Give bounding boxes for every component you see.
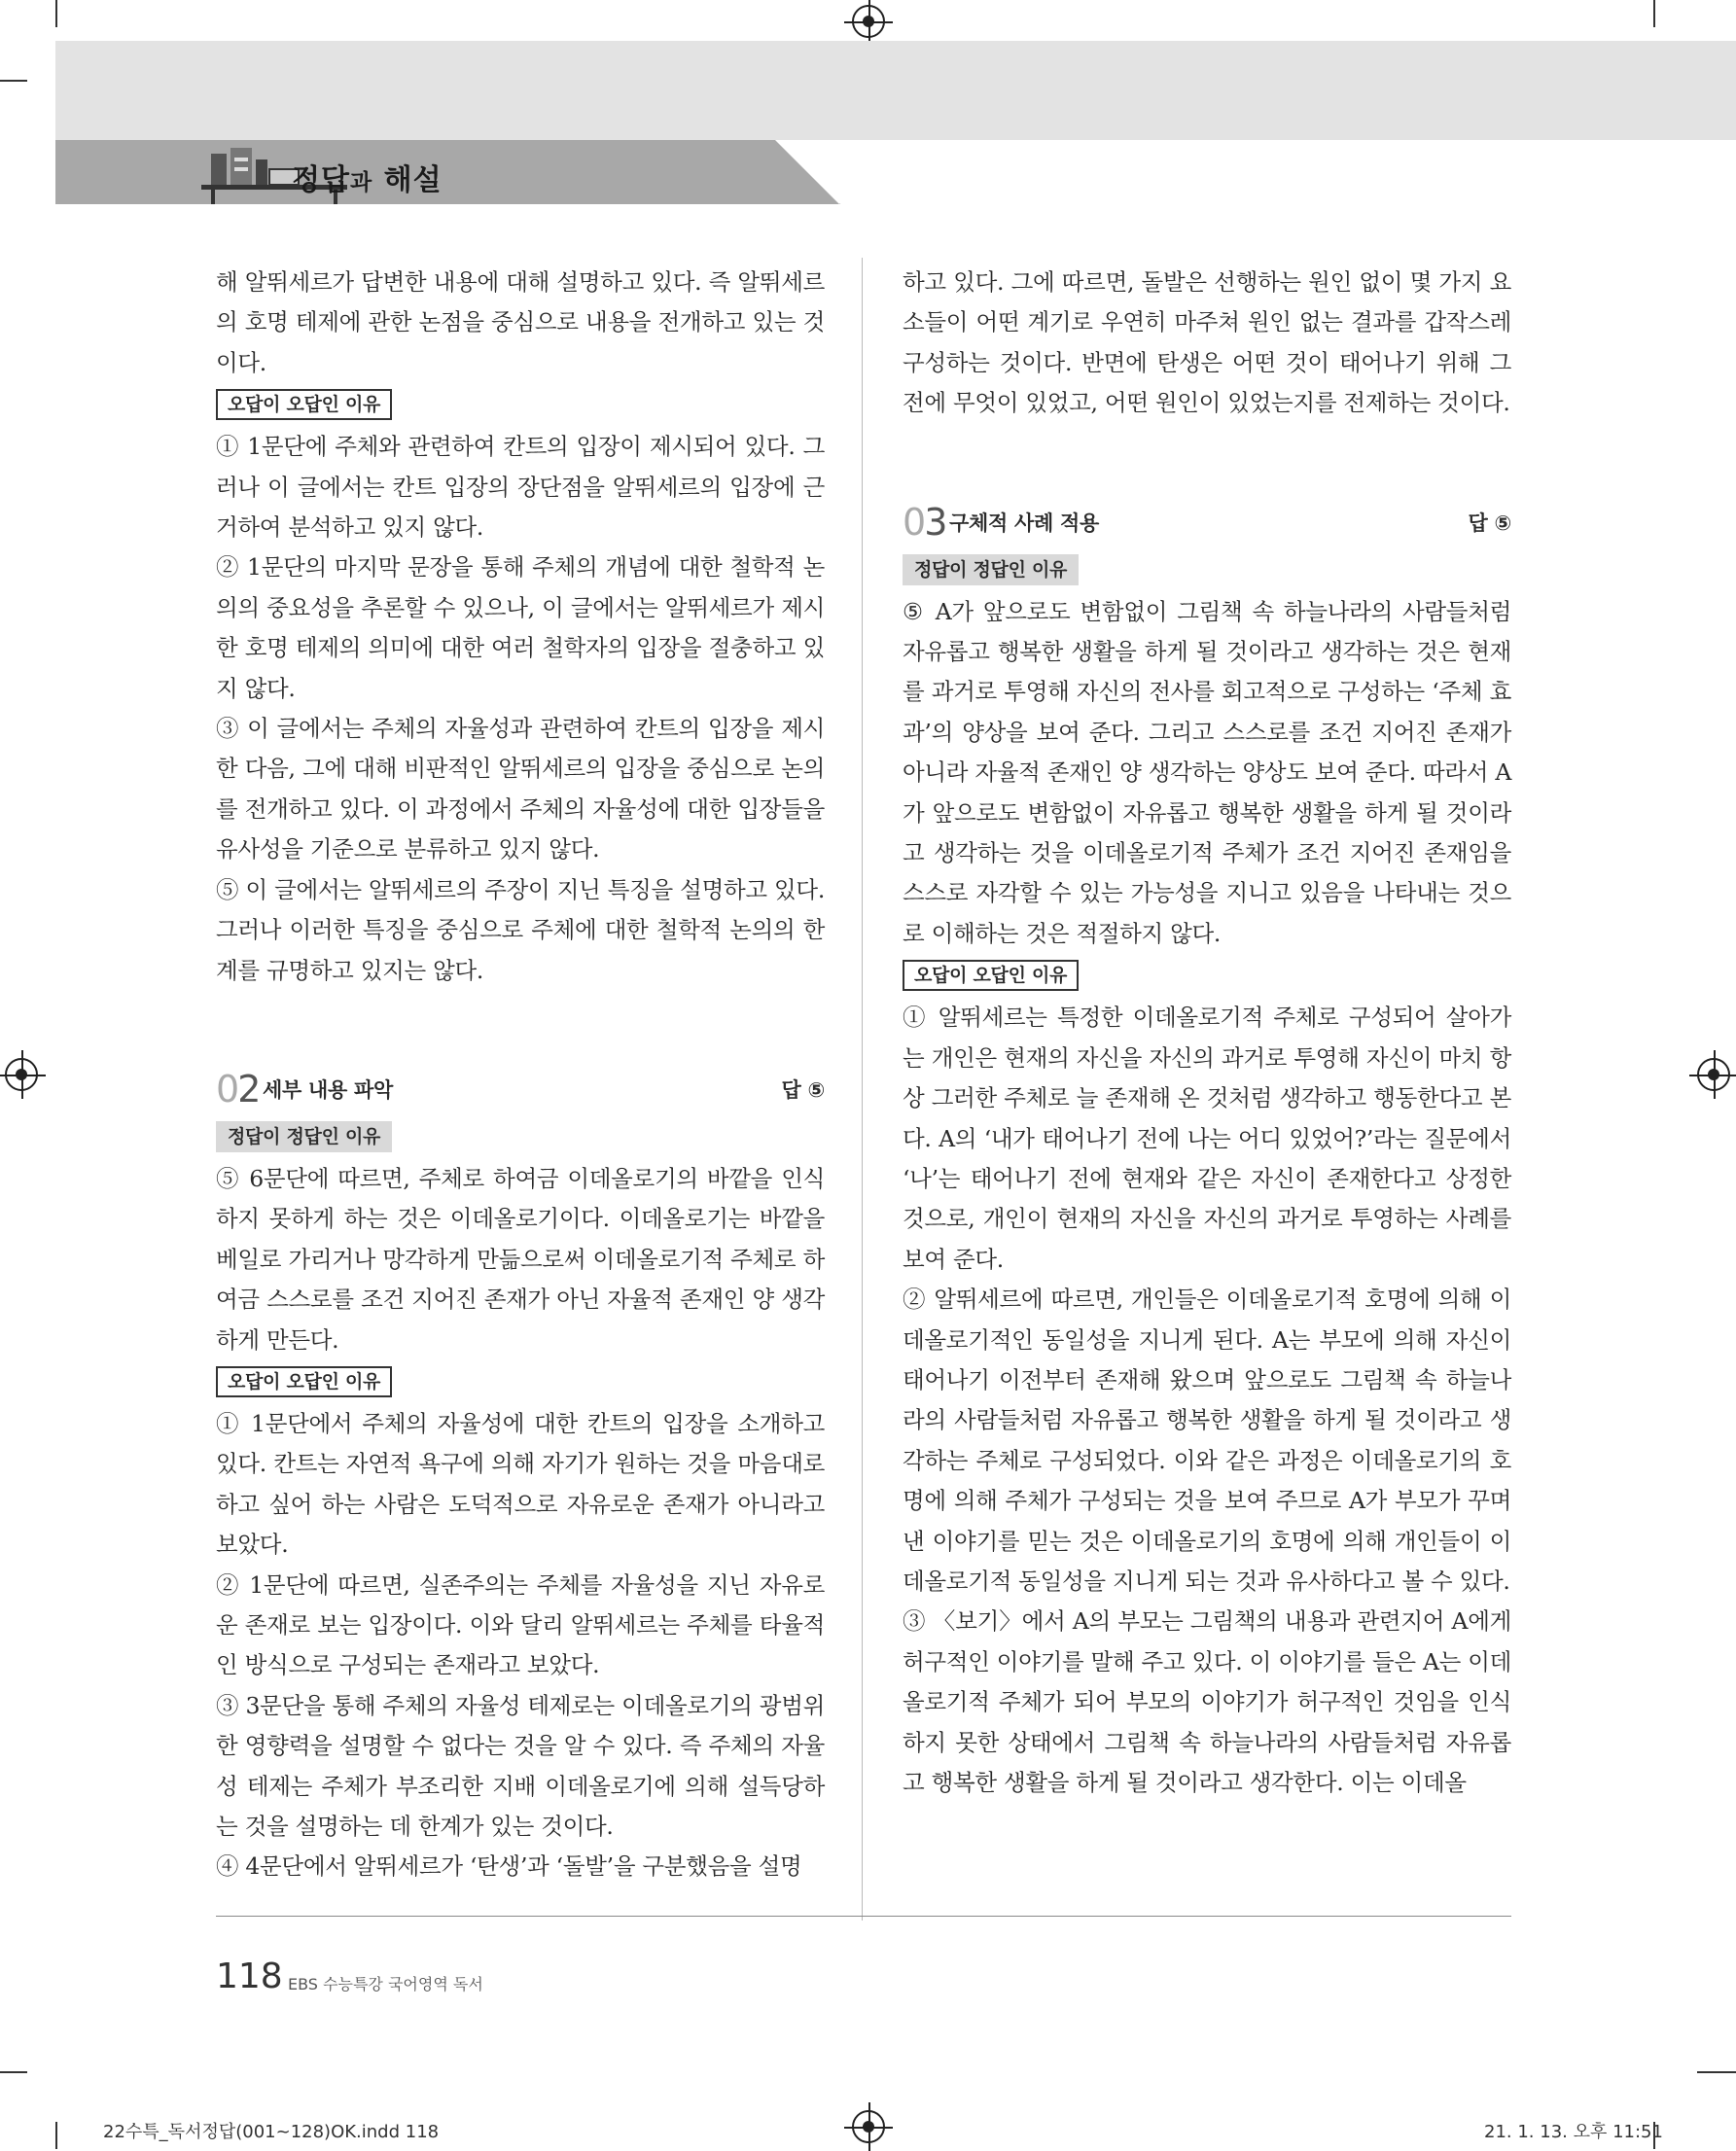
wrong-answer-tag: 오답이 오답인 이유 (903, 960, 1079, 991)
explanation-item: ① 1문단에 주체와 관련하여 칸트의 입장이 제시되어 있다. 그러나 이 글에서는 칸트 입장의 장단점을 알뛰세르의 입장에 근거하여 분석하고 있지 않다. (216, 433, 825, 542)
explanation-item: ⑤ 6문단에 따르면, 주체로 하여금 이데올로기의 바깥을 인식하지 못하게 하는 것은 이데올로기이다. 이데올로기는 바깥을 베일로 가리거나 망각하게 만듦으로써 이데올로기적 주체로 하여금 스스로를 조건 지어진 존재가 아닌 자율적 존재인 양 생각하게 만든다. (216, 1164, 825, 1354)
crop-mark (55, 2122, 57, 2149)
explanation-item: ② 알뛰세르에 따르면, 개인들은 이데올로기적 호명에 의해 이데올로기적인 동일성을 지니게 된다. A는 부모에 의해 자신이 태어나기 이전부터 존재해 왔으며 앞으로도 그림책 속 하늘나라의 사람들처럼 자유롭고 행복한 생활을 하게 될 것이라고 생각하는 주체로 구성되었다. 이와 같은 과정은 이데올로기의 호명에 의해 주체가 구성되는 것을 보여 주므로 A가 부모가 꾸며 낸 이야기를 믿는 것은 이데올로기의 호명에 의해 개인들이 이데올로기적 동일성을 지니게 되는 것과 유사하다고 볼 수 있다. (903, 1286, 1511, 1595)
left-column (216, 263, 825, 1887)
print-slug-date: 21. 1. 13. 오후 11:51 (1484, 2122, 1663, 2142)
page-title (292, 156, 443, 198)
explanation-item: ③ 3문단을 통해 주체의 자율성 테제로는 이데올로기의 광범위한 영향력을 설명할 수 없다는 것을 알 수 있다. 즉 주체의 자율성 테제는 주체가 부조리한 지배 이데올로기에 의해 설득당하는 것을 설명하는 데 한계가 있는 것이다. (216, 1691, 825, 1840)
explanation-item: ③ 〈보기〉에서 A의 부모는 그림책의 내용과 관련지어 A에게 허구적인 이야기를 말해 주고 있다. 이 이야기를 들은 A는 이데올로기적 주체가 되어 부모의 이야기가 허구적인 것임을 인식하지 못한 상태에서 그림책 속 하늘나라의 사람들처럼 자유롭고 행복한 생활을 하게 될 것이라고 생각한다. 이는 이데올 (903, 1607, 1511, 1796)
explanation-item: ② 1문단의 마지막 문장을 통해 주체의 개념에 대한 철학적 논의의 중요성을 추론할 수 있으나, 이 글에서는 알뛰세르가 제시한 호명 테제의 의미에 대한 여러 철학자의 입장을 절충하고 있지 않다. (216, 553, 825, 702)
wrong-answer-tag: 오답이 오답인 이유 (216, 389, 392, 420)
crop-mark (55, 0, 57, 27)
question-number-lead: 0 (216, 1067, 238, 1111)
footer-rule (216, 1916, 1511, 1917)
right-answer-tag: 정답이 정답인 이유 (903, 554, 1079, 585)
explanation-item: ⑤ 이 글에서는 알뛰세르의 주장이 지닌 특징을 설명하고 있다. 그러나 이러한 특징을 중심으로 주체에 대한 철학적 논의의 한계를 규명하고 있지는 않다. (216, 875, 825, 984)
question-answer: 답 ⑤ (781, 1077, 825, 1102)
question-number-tail: 3 (924, 500, 946, 544)
right-column (903, 263, 1511, 1803)
explanation-item: ③ 이 글에서는 주체의 자율성과 관련하여 칸트의 입장을 제시한 다음, 그에 대해 비판적인 알뛰세르의 입장을 중심으로 논의를 전개하고 있다. 이 과정에서 주체의 자율성에 대한 입장들을 유사성을 기준으로 분류하고 있지 않다. (216, 715, 825, 864)
crop-mark (1653, 0, 1655, 27)
wrong-answer-tag: 오답이 오답인 이유 (216, 1366, 392, 1397)
title-tail: 해설 (383, 163, 443, 197)
registration-mark-icon (852, 2110, 885, 2143)
paragraph: 해 알뛰세르가 답변한 내용에 대해 설명하고 있다. 즉 알뛰세르의 호명 테제에 관한 논점을 중심으로 내용을 전개하고 있는 것이다. (216, 268, 825, 376)
question-number (216, 1065, 259, 1113)
right-answer-tag: 정답이 정답인 이유 (216, 1121, 392, 1152)
crop-mark (0, 80, 27, 82)
header-band (55, 41, 1736, 140)
question-number (903, 498, 945, 547)
registration-mark-icon (852, 5, 885, 38)
question-heading-02 (216, 1065, 825, 1113)
explanation-item: ⑤ A가 앞으로도 변함없이 그림책 속 하늘나라의 사람들처럼 자유롭고 행복한 생활을 하게 될 것이라고 생각하는 것은 현재를 과거로 투영해 자신의 전사를 회고적으로 구성하는 ‘주체 효과’의 양상을 보여 준다. 그리고 스스로를 조건 지어진 존재가 아니라 자율적 존재인 양 생각하는 양상도 보여 준다. 따라서 A가 앞으로도 변함없이 자유롭고 행복한 생활을 하게 될 것이라고 생각하는 것을 이데올로기적 주체가 조건 지어진 존재임을 스스로 자각할 수 있는 가능성을 지니고 있음을 나타내는 것으로 이해하는 것은 적절하지 않다. (903, 597, 1511, 947)
paragraph: 하고 있다. 그에 따르면, 돌발은 선행하는 원인 없이 몇 가지 요소들이 어떤 계기로 우연히 마주쳐 원인 없는 결과를 갑작스레 구성하는 것이다. 반면에 탄생은 어떤 것이 태어나기 위해 그 전에 무엇이 있었고, 어떤 원인이 있었는지를 전제하는 것이다. (903, 268, 1511, 417)
crop-mark (1697, 2071, 1736, 2073)
explanation-item: ④ 4문단에서 알뛰세르가 ‘탄생’과 ‘돌발’을 구분했음을 설명 (216, 1852, 802, 1881)
crop-mark (0, 2071, 27, 2073)
column-divider (862, 258, 863, 1921)
book-title: EBS 수능특강 국어영역 독서 (288, 1975, 483, 1993)
title-main: 정답 (292, 163, 350, 197)
explanation-item: ① 알뛰세르는 특정한 이데올로기적 주체로 구성되어 살아가는 개인은 현재의 자신을 자신의 과거로 투영해 자신이 마치 항상 그러한 주체로 늘 존재해 온 것처럼 생각하고 행동한다고 본다. A의 ‘내가 태어나기 전에 나는 어디 있었어?’라는 질문에서 ‘나’는 태어나기 전에 현재와 같은 자신이 존재한다고 상정한 것으로, 개인이 현재의 자신을 자신의 과거로 투영하는 사례를 보여 준다. (903, 1004, 1511, 1273)
registration-mark-icon (1697, 1058, 1730, 1091)
registration-mark-icon (5, 1058, 38, 1091)
print-slug-file: 22수특_독서정답(001~128)OK.indd 118 (103, 2122, 440, 2142)
page-number: 118 (216, 1957, 283, 1996)
explanation-item: ① 1문단에서 주체의 자율성에 대한 칸트의 입장을 소개하고 있다. 칸트는 자연적 욕구에 의해 자기가 원하는 것을 마음대로 하고 싶어 하는 사람은 도덕적으로 자유로운 존재가 아니라고 보았다. (216, 1409, 825, 1559)
question-heading-03 (903, 498, 1511, 547)
question-number-tail: 2 (237, 1067, 260, 1111)
question-number-lead: 0 (903, 500, 925, 544)
question-title: 구체적 사례 적용 (949, 511, 1099, 535)
explanation-item: ② 1문단에 따르면, 실존주의는 주체를 자율성을 지닌 자유로운 존재로 보는 입장이다. 이와 달리 알뛰세르는 주체를 타율적인 방식으로 구성되는 존재라고 보았다. (216, 1570, 825, 1679)
question-answer: 답 ⑤ (1468, 511, 1511, 535)
title-connector: 과 (349, 170, 373, 195)
question-title: 세부 내용 파악 (263, 1077, 393, 1102)
